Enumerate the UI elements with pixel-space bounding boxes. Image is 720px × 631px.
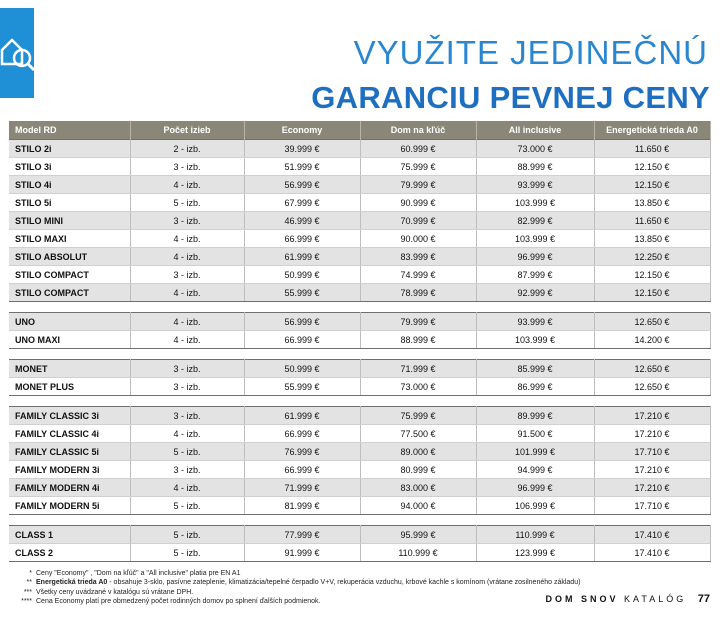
- table-cell: 13.850 €: [594, 194, 710, 212]
- table-cell: 66.999 €: [244, 425, 360, 443]
- table-cell: 5 - izb.: [130, 544, 244, 562]
- table-cell: 83.999 €: [360, 248, 476, 266]
- table-row: [9, 497, 710, 515]
- table-row: [9, 360, 710, 378]
- table-cell: 5 - izb.: [130, 497, 244, 515]
- footnote-text: Cena Economy platí pre obmedzený počet rodinných domov po splnení ďalších podmienok.: [36, 598, 321, 606]
- table-cell: 11.650 €: [594, 212, 710, 230]
- table-cell: 94.000 €: [360, 497, 476, 515]
- table-cell: 103.999 €: [476, 230, 594, 248]
- table-row: [9, 176, 710, 194]
- model-name-cell: CLASS 2: [9, 544, 130, 562]
- table-cell: 91.999 €: [244, 544, 360, 562]
- model-name-cell: FAMILY MODERN 3i: [9, 461, 130, 479]
- table-cell: 76.999 €: [244, 443, 360, 461]
- table-cell: 3 - izb.: [130, 378, 244, 396]
- model-name-cell: CLASS 1: [9, 526, 130, 544]
- table-body: [9, 140, 710, 562]
- footnote: [8, 588, 580, 597]
- column-header: Energetická trieda A0: [594, 121, 710, 140]
- table-cell: 11.650 €: [594, 140, 710, 158]
- footnote-text: Ceny "Economy" , "Dom na kľúč" a "All inclusive" platia pre EN A1: [36, 570, 241, 577]
- table-cell: 77.500 €: [360, 425, 476, 443]
- footnotes: [8, 569, 580, 607]
- table-cell: 17.410 €: [594, 526, 710, 544]
- table-cell: 12.150 €: [594, 284, 710, 302]
- spacer-cell: [9, 396, 710, 407]
- table-cell: 75.999 €: [360, 407, 476, 425]
- table-cell: 93.999 €: [476, 313, 594, 331]
- headline-line-2: GARANCIU PEVNEJ CENY: [311, 80, 710, 115]
- table-cell: 77.999 €: [244, 526, 360, 544]
- table-cell: 88.999 €: [360, 331, 476, 349]
- footnote-term: Energetická trieda A0: [36, 579, 108, 587]
- table-cell: 13.850 €: [594, 230, 710, 248]
- table-cell: 12.150 €: [594, 158, 710, 176]
- table-cell: 3 - izb.: [130, 212, 244, 230]
- logo: [0, 8, 34, 98]
- table-cell: 96.999 €: [476, 479, 594, 497]
- table-cell: 70.999 €: [360, 212, 476, 230]
- table-cell: 3 - izb.: [130, 407, 244, 425]
- group-spacer: [9, 396, 710, 407]
- spacer-cell: [9, 349, 710, 360]
- table-cell: 4 - izb.: [130, 331, 244, 349]
- model-name-cell: UNO: [9, 313, 130, 331]
- model-name-cell: MONET: [9, 360, 130, 378]
- page-number: 77: [697, 593, 710, 605]
- page-footer: [546, 593, 710, 605]
- footnote-text: - obsahuje 3-sklo, pasívne zateplenie, klimatizácia/tepelné čerpadlo V+V, rekuperácia vzduchu, krbové kachle s komínom (vrátane zosilneného základu): [107, 579, 581, 587]
- table-cell: 56.999 €: [244, 176, 360, 194]
- table-cell: 66.999 €: [244, 230, 360, 248]
- table-cell: 3 - izb.: [130, 461, 244, 479]
- table-cell: 51.999 €: [244, 158, 360, 176]
- model-name-cell: FAMILY CLASSIC 5i: [9, 443, 130, 461]
- table-row: [9, 479, 710, 497]
- footer-brand: DOM SNOV: [545, 594, 619, 604]
- table-cell: 5 - izb.: [130, 194, 244, 212]
- table-row: [9, 526, 710, 544]
- column-header: Model RD: [9, 121, 130, 140]
- table-cell: 93.999 €: [476, 176, 594, 194]
- table-cell: 78.999 €: [360, 284, 476, 302]
- footnote: [8, 569, 580, 578]
- model-name-cell: STILO ABSOLUT: [9, 248, 130, 266]
- table-row: [9, 461, 710, 479]
- model-name-cell: STILO 4i: [9, 176, 130, 194]
- headline-line-1: VYUŽITE JEDINEČNÚ: [353, 34, 708, 71]
- table-cell: 110.999 €: [360, 544, 476, 562]
- table-cell: 55.999 €: [244, 284, 360, 302]
- model-name-cell: FAMILY MODERN 4i: [9, 479, 130, 497]
- table-cell: 14.200 €: [594, 331, 710, 349]
- model-name-cell: MONET PLUS: [9, 378, 130, 396]
- table-cell: 12.650 €: [594, 313, 710, 331]
- table-cell: 4 - izb.: [130, 479, 244, 497]
- table-cell: 86.999 €: [476, 378, 594, 396]
- table-cell: 81.999 €: [244, 497, 360, 515]
- table-cell: 4 - izb.: [130, 176, 244, 194]
- table-cell: 17.210 €: [594, 425, 710, 443]
- footnote-marker: *: [29, 570, 32, 577]
- column-header: All inclusive: [476, 121, 594, 140]
- table-cell: 60.999 €: [360, 140, 476, 158]
- table-cell: 12.650 €: [594, 378, 710, 396]
- table-cell: 2 - izb.: [130, 140, 244, 158]
- spacer-cell: [9, 515, 710, 526]
- table-cell: 17.210 €: [594, 479, 710, 497]
- footnote: [8, 578, 580, 587]
- table-cell: 74.999 €: [360, 266, 476, 284]
- table-cell: 96.999 €: [476, 248, 594, 266]
- table-cell: 71.999 €: [244, 479, 360, 497]
- table-cell: 95.999 €: [360, 526, 476, 544]
- table-cell: 90.999 €: [360, 194, 476, 212]
- column-header: Dom na kľúč: [360, 121, 476, 140]
- group-spacer: [9, 349, 710, 360]
- table-cell: 82.999 €: [476, 212, 594, 230]
- table-row: [9, 544, 710, 562]
- table-cell: 73.000 €: [360, 378, 476, 396]
- table-cell: 61.999 €: [244, 248, 360, 266]
- table-cell: 90.000 €: [360, 230, 476, 248]
- model-name-cell: STILO COMPACT: [9, 266, 130, 284]
- table-cell: 12.150 €: [594, 266, 710, 284]
- house-magnifier-icon: [0, 36, 34, 72]
- table-cell: 83.000 €: [360, 479, 476, 497]
- table-cell: 55.999 €: [244, 378, 360, 396]
- table-cell: 123.999 €: [476, 544, 594, 562]
- table-row: [9, 331, 710, 349]
- table-row: [9, 194, 710, 212]
- table-cell: 12.650 €: [594, 360, 710, 378]
- table-cell: 106.999 €: [476, 497, 594, 515]
- table-cell: 66.999 €: [244, 331, 360, 349]
- table-cell: 89.999 €: [476, 407, 594, 425]
- footnote-marker: **: [26, 579, 32, 587]
- table-row: [9, 378, 710, 396]
- table-cell: 80.999 €: [360, 461, 476, 479]
- table-row: [9, 313, 710, 331]
- column-header: Počet izieb: [130, 121, 244, 140]
- table-cell: 79.999 €: [360, 176, 476, 194]
- table-cell: 39.999 €: [244, 140, 360, 158]
- model-name-cell: FAMILY MODERN 5i: [9, 497, 130, 515]
- model-name-cell: FAMILY CLASSIC 3i: [9, 407, 130, 425]
- table-cell: 71.999 €: [360, 360, 476, 378]
- table-row: [9, 284, 710, 302]
- table-row: [9, 212, 710, 230]
- group-spacer: [9, 515, 710, 526]
- table-row: [9, 266, 710, 284]
- table-cell: 87.999 €: [476, 266, 594, 284]
- model-name-cell: FAMILY CLASSIC 4i: [9, 425, 130, 443]
- table-cell: 103.999 €: [476, 194, 594, 212]
- table-cell: 4 - izb.: [130, 425, 244, 443]
- table-cell: 12.250 €: [594, 248, 710, 266]
- table-cell: 79.999 €: [360, 313, 476, 331]
- model-name-cell: STILO MINI: [9, 212, 130, 230]
- table-cell: 17.210 €: [594, 461, 710, 479]
- table-cell: 56.999 €: [244, 313, 360, 331]
- table-cell: 110.999 €: [476, 526, 594, 544]
- table-cell: 101.999 €: [476, 443, 594, 461]
- table-cell: 50.999 €: [244, 360, 360, 378]
- table-cell: 5 - izb.: [130, 526, 244, 544]
- table-cell: 12.150 €: [594, 176, 710, 194]
- table-cell: 89.000 €: [360, 443, 476, 461]
- table-cell: 17.710 €: [594, 497, 710, 515]
- price-table: [9, 121, 711, 562]
- table-cell: 92.999 €: [476, 284, 594, 302]
- table-cell: 5 - izb.: [130, 443, 244, 461]
- table-cell: 85.999 €: [476, 360, 594, 378]
- group-spacer: [9, 302, 710, 313]
- table-cell: 4 - izb.: [130, 248, 244, 266]
- model-name-cell: STILO 5i: [9, 194, 130, 212]
- table-cell: 17.210 €: [594, 407, 710, 425]
- table-row: [9, 407, 710, 425]
- spacer-cell: [9, 302, 710, 313]
- table-cell: 66.999 €: [244, 461, 360, 479]
- table-cell: 94.999 €: [476, 461, 594, 479]
- table-cell: 17.410 €: [594, 544, 710, 562]
- table-cell: 88.999 €: [476, 158, 594, 176]
- table-cell: 61.999 €: [244, 407, 360, 425]
- table-cell: 4 - izb.: [130, 313, 244, 331]
- table-cell: 46.999 €: [244, 212, 360, 230]
- table-header-row: [9, 121, 710, 140]
- table-cell: 3 - izb.: [130, 266, 244, 284]
- table-cell: 4 - izb.: [130, 284, 244, 302]
- footnote-text: Všetky ceny uvádzané v katalógu sú vrátane DPH.: [36, 588, 194, 596]
- table-cell: 67.999 €: [244, 194, 360, 212]
- model-name-cell: STILO 2i: [9, 140, 130, 158]
- footnote-marker: ****: [21, 598, 32, 606]
- model-name-cell: STILO COMPACT: [9, 284, 130, 302]
- table-row: [9, 443, 710, 461]
- table-row: [9, 425, 710, 443]
- table-cell: 103.999 €: [476, 331, 594, 349]
- column-header: Economy: [244, 121, 360, 140]
- model-name-cell: STILO 3i: [9, 158, 130, 176]
- footer-catalog: KATALÓG: [624, 594, 687, 604]
- table-cell: 4 - izb.: [130, 230, 244, 248]
- table-cell: 50.999 €: [244, 266, 360, 284]
- table-row: [9, 248, 710, 266]
- model-name-cell: UNO MAXI: [9, 331, 130, 349]
- table-cell: 3 - izb.: [130, 360, 244, 378]
- table-cell: 75.999 €: [360, 158, 476, 176]
- table-row: [9, 158, 710, 176]
- table-cell: 17.710 €: [594, 443, 710, 461]
- table-row: [9, 140, 710, 158]
- table-cell: 3 - izb.: [130, 158, 244, 176]
- footnote-marker: ***: [23, 588, 32, 596]
- table-cell: 73.000 €: [476, 140, 594, 158]
- table-cell: 91.500 €: [476, 425, 594, 443]
- footnote: [8, 597, 580, 606]
- table-row: [9, 230, 710, 248]
- model-name-cell: STILO MAXI: [9, 230, 130, 248]
